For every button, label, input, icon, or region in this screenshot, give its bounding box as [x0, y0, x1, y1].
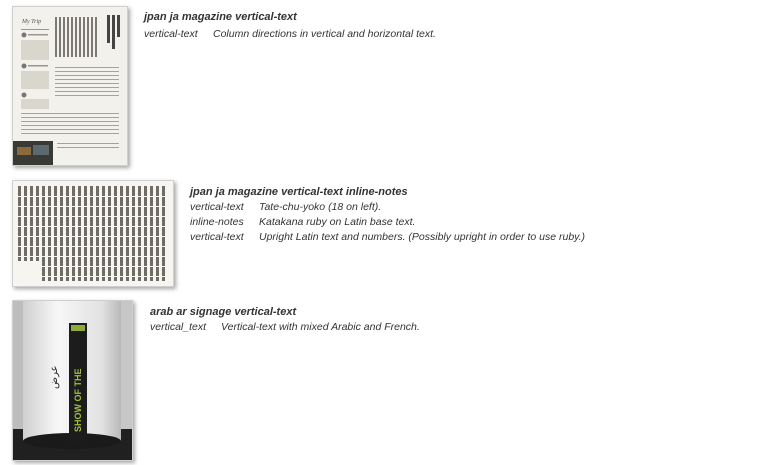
entry-1-title[interactable]: jpan ja magazine vertical-text [144, 11, 297, 23]
entry-1-tag-1: vertical-text [144, 28, 198, 40]
entry-1-row-1 [144, 28, 436, 40]
magazine-logo: My Trip [22, 19, 42, 25]
entry-2-row-1 [190, 201, 382, 213]
signage-photo-illustration [13, 301, 132, 460]
entry-3-tag-1: vertical_text [150, 321, 207, 333]
signage-photo-thumbnail[interactable] [12, 300, 133, 461]
entry-2-desc-2: Katakana ruby on Latin base text. [259, 216, 416, 228]
magazine-page-illustration [13, 7, 127, 165]
magazine-page-thumbnail[interactable] [12, 6, 128, 166]
entry-1-desc-1: Column directions in vertical and horizontal text. [213, 28, 436, 40]
entry-3-desc-1: Vertical-text with mixed Arabic and French. [221, 321, 420, 333]
entry-2-tag-1: vertical-text [190, 201, 244, 213]
vertical-text-thumbnail[interactable] [12, 180, 174, 287]
entry-2-title[interactable]: jpan ja magazine vertical-text inline-notes [190, 186, 408, 198]
entry-2-tag-3: vertical-text [190, 231, 244, 243]
entry-2-desc-1: Tate-chu-yoko (18 on left). [259, 201, 382, 213]
entry-2-desc-3: Upright Latin text and numbers. (Possibly upright in order to use ruby.) [259, 231, 586, 243]
entry-3-title[interactable]: arab ar signage vertical-text [150, 306, 297, 318]
sign-arabic-text: عرض [49, 365, 60, 389]
sign-latin-text: SHOW OF THE [73, 368, 83, 432]
entry-2-row-3 [190, 231, 586, 243]
entry-2-row-2 [190, 216, 416, 228]
entry-2-tag-2: inline-notes [190, 216, 244, 228]
vertical-text-illustration [13, 181, 173, 286]
entry-3-row-1 [150, 321, 420, 333]
